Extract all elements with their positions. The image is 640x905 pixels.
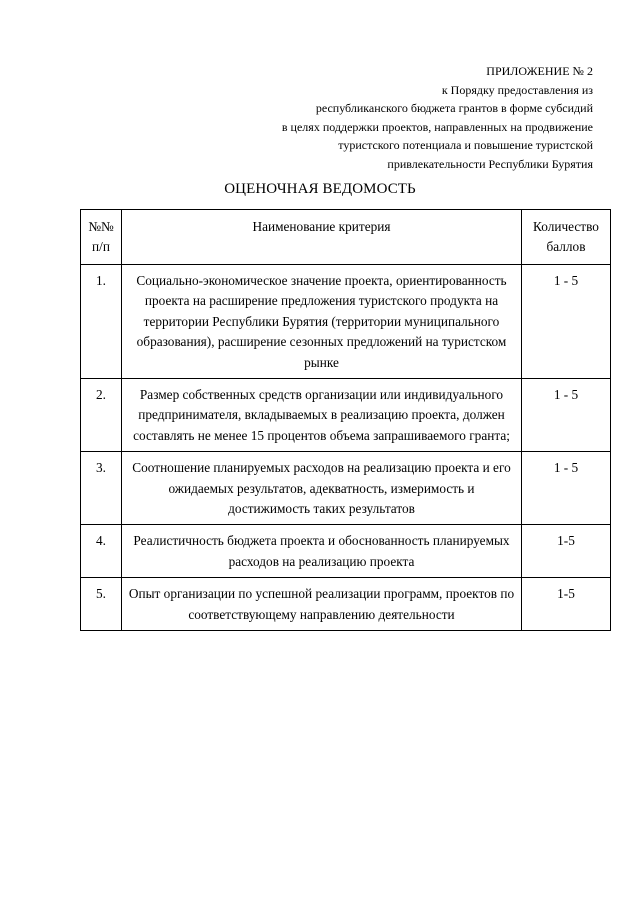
table-row	[81, 379, 611, 452]
appendix-line-5: туристского потенциала и повышение туристской	[338, 138, 593, 152]
table-row	[81, 452, 611, 525]
row-points: 1-5	[522, 525, 611, 578]
table-row	[81, 265, 611, 379]
document-title: ОЦЕНОЧНАЯ ВЕДОМОСТЬ	[224, 181, 416, 197]
appendix-line-2: к Порядку предоставления из	[441, 82, 593, 97]
row-criterion: Соотношение планируемых расходов на реализацию проекта и его ожидаемых результатов, адекватность, измеримость и достижимость таких результатов	[122, 452, 522, 525]
appendix-line-4: в целях поддержки проектов, направленных на продвижение	[281, 119, 593, 134]
row-points: 1 - 5	[522, 379, 611, 452]
row-points: 1-5	[522, 578, 611, 631]
row-number: 2.	[81, 379, 122, 452]
row-criterion: Размер собственных средств организации или индивидуального предпринимателя, вкладываемых в реализацию проекта, должен составлять не менее 15 процентов объема запрашиваемого гранта;	[122, 379, 522, 452]
appendix-number: ПРИЛОЖЕНИЕ № 2	[486, 64, 593, 78]
column-header-number: №№ п/п	[81, 210, 122, 265]
appendix-line-6: привлекательности Республики Бурятия	[387, 156, 593, 171]
evaluation-table	[80, 209, 611, 631]
row-number: 4.	[81, 525, 122, 578]
row-criterion: Реалистичность бюджета проекта и обоснованность планируемых расходов на реализацию проекта	[122, 525, 522, 578]
column-header-criterion: Наименование критерия	[122, 210, 522, 265]
table-row	[81, 578, 611, 631]
row-criterion: Опыт организации по успешной реализации программ, проектов по соответствующему направлению деятельности	[122, 578, 522, 631]
row-points: 1 - 5	[522, 452, 611, 525]
table-row	[81, 525, 611, 578]
row-points: 1 - 5	[522, 265, 611, 379]
row-criterion: Социально-экономическое значение проекта, ориентированность проекта на расширение предложения туристского продукта на территории Республики Бурятия (территории муниципального образования), расширение сезонных предложений на туристском рынке	[122, 265, 522, 379]
appendix-line-3: республиканского бюджета грантов в форме субсидий	[315, 101, 593, 115]
appendix-header	[282, 62, 593, 173]
row-number: 1.	[81, 265, 122, 379]
row-number: 3.	[81, 452, 122, 525]
row-number: 5.	[81, 578, 122, 631]
column-header-points: Количество баллов	[522, 210, 611, 265]
table-header-row	[81, 210, 611, 265]
